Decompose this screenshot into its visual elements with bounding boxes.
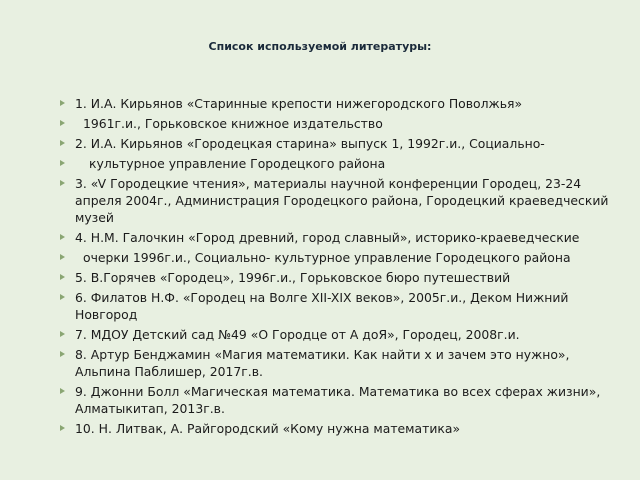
reference-item: 6. Филатов Н.Ф. «Городец на Волге XII-XIX веков», 2005г.и., Деком Нижний Новгород <box>60 289 615 323</box>
reference-item: очерки 1996г.и., Социально- культурное управление Городецкого района <box>60 249 615 266</box>
slide-title: Список используемой литературы: <box>208 40 432 53</box>
reference-list <box>60 95 615 440</box>
reference-item: 1. И.А. Кирьянов «Старинные крепости нижегородского Поволжья» <box>60 95 615 112</box>
reference-item: 9. Джонни Болл «Магическая математика. Математика во всех сферах жизни», Алматыкитап, 2013г.в. <box>60 383 615 417</box>
reference-item: 5. В.Горячев «Городец», 1996г.и., Горьковское бюро путешествий <box>60 269 615 286</box>
reference-item: 1961г.и., Горьковское книжное издательство <box>60 115 615 132</box>
reference-item: 8. Артур Бенджамин «Магия математики. Как найти x и зачем это нужно», Альпина Паблишер, 2017г.в. <box>60 346 615 380</box>
reference-item: культурное управление Городецкого района <box>60 155 615 172</box>
reference-item: 2. И.А. Кирьянов «Городецкая старина» выпуск 1, 1992г.и., Социально- <box>60 135 615 152</box>
reference-item: 7. МДОУ Детский сад №49 «О Городце от А доЯ», Городец, 2008г.и. <box>60 326 615 343</box>
reference-item: 10. Н. Литвак, А. Райгородский «Кому нужна математика» <box>60 420 615 437</box>
reference-item: 4. Н.М. Галочкин «Город древний, город славный», историко-краеведческие <box>60 229 615 246</box>
reference-item: 3. «V Городецкие чтения», материалы научной конференции Городец, 23-24 апреля 2004г., Администрация Городецкого района, Городецкий краеведческий музей <box>60 175 615 226</box>
